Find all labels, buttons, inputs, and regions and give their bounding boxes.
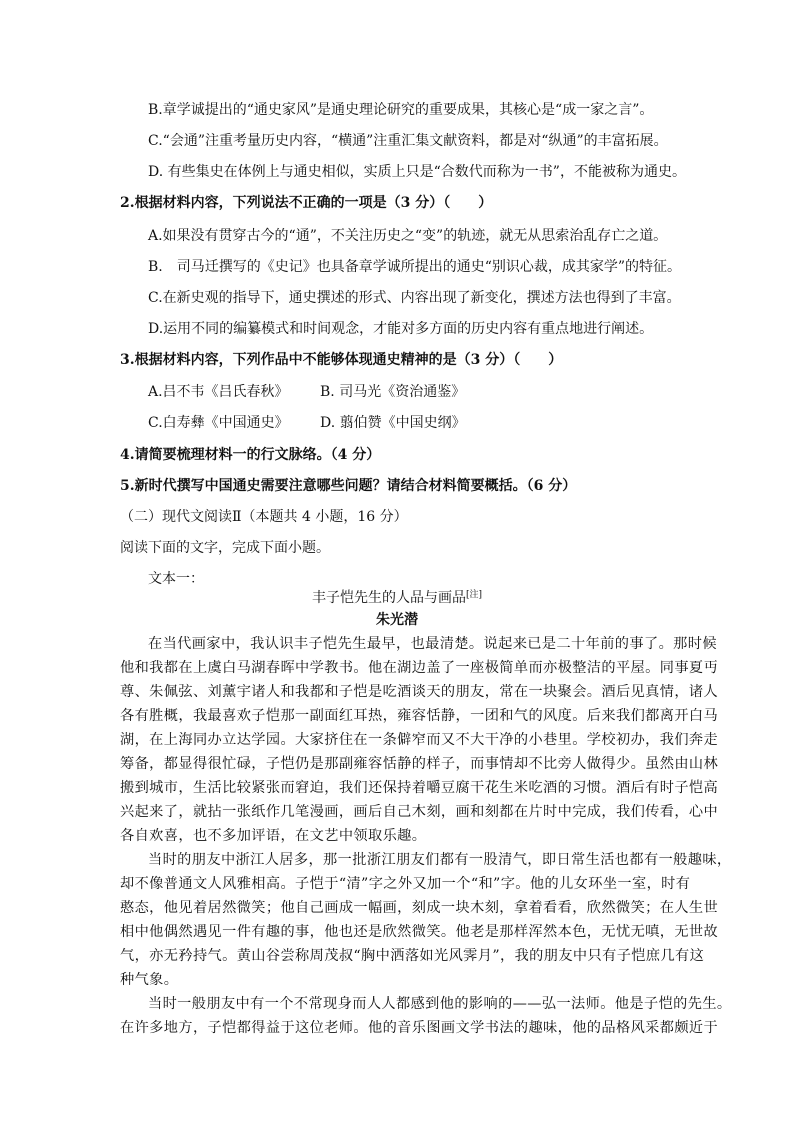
q3-option-d: D. 翦伯赞《中国史纲》 [320, 415, 466, 431]
article-line: 气，亦无矜持气。黄山谷尝称周茂叔“胸中洒落如光风霁月”，我的朋友中只有子恺庶几有这 [120, 948, 705, 964]
q2-option-a: A.如果没有贯穿古今的“通”，不关注历史之“变”的轨迹，就无从思索治乱存亡之道。 [148, 228, 668, 244]
article-line: 憨态，他见着居然微笑；他自己画成一幅画，刻成一块木刻，拿着看看，欣然微笑；在人生世 [120, 900, 719, 916]
article-line: 他和我都在上虞白马湖春晖中学教书。他在湖边盖了一座极简单而亦极整洁的平屋。同事夏丏 [120, 660, 719, 676]
article-line: 筹备，都显得很忙碌，子恺仍是那副雍容恬静的样子，而事情却不比旁人做得少。虽然由山林 [120, 756, 719, 772]
article-author: 朱光潜 [376, 612, 418, 628]
q1-option-c: C.“会通”注重考量历史内容，“横通”注重汇集文献资料，都是对“纵通”的丰富拓展。 [148, 133, 668, 149]
q4-stem: 4.请简要梳理材料一的行文脉络。（4 分） [120, 447, 381, 463]
q2-option-c: C.在新史观的指导下，通史撰述的形式、内容出现了新变化，撰述方法也得到了丰富。 [148, 290, 681, 306]
q1-option-d: D. 有些集史在体例上与通史相似，实质上只是“合数代而称为一书”，不能被称为通史。 [148, 164, 686, 180]
title-note-marker: [注] [465, 590, 483, 600]
section-heading: （二）现代文阅读Ⅱ（本题共 4 小题，16 分） [120, 509, 408, 525]
q2-option-d: D.运用不同的编纂模式和时间观念，才能对多方面的历史内容有重点地进行阐述。 [148, 321, 654, 337]
article-line: 湖，在上海同办立达学园。大家挤住在一条僻窄而又不大干净的小巷里。学校初办，我们奔走 [120, 732, 719, 748]
instruction: 阅读下面的文字，完成下面小题。 [120, 540, 330, 556]
article-line: 却不像普通文人风雅相高。子恺于“清”字之外又加一个“和”字。他的儿女环坐一室，时有 [120, 876, 691, 892]
text-label: 文本一： [148, 571, 204, 587]
article-line: 尊、朱佩弦、刘薰宇诸人和我都和子恺是吃酒谈天的朋友，常在一块聚会。酒后见真情，诸人 [120, 684, 719, 700]
q3-stem: 3.根据材料内容，下列作品中不能够体现通史精神的是（3 分）（ ） [120, 352, 563, 368]
article-line: 兴起来了，就拈一张纸作几笔漫画，画后自己木刻，画和刻都在片时中完成，我们传看，心中 [120, 804, 719, 820]
article-title [0, 588, 794, 608]
article-line: 当时的朋友中浙江人居多，那一批浙江朋友们都有一股清气，即日常生活也都有一般趣味， [148, 852, 732, 868]
q5-stem: 5.新时代撰写中国通史需要注意哪些问题？请结合材料简要概括。（6 分） [120, 478, 577, 494]
article-line: 搬到城市，生活比较紧张而窘迫，我们还保持着嚼豆腐干花生米吃酒的习惯。酒后有时子恺高 [120, 780, 719, 796]
q2-stem: 2.根据材料内容，下列说法不正确的一项是（3 分）（ ） [120, 195, 493, 211]
q3-option-c: C.白寿彝《中国通史》 [148, 415, 289, 431]
q1-option-b: B.章学诚提出的“通史家风”是通史理论研究的重要成果，其核心是“成一家之言”。 [148, 102, 654, 118]
article-line: 相中他偶然遇见一件有趣的事，他也还是欣然微笑。他老是那样浑然本色，无忧无嗔，无世故 [120, 924, 719, 940]
article-line: 种气象。 [120, 972, 179, 988]
article-title-text: 丰子恺先生的人品与画品 [311, 590, 466, 606]
article-line: 在当代画家中，我认识丰子恺先生最早，也最清楚。说起来已是二十年前的事了。那时候 [148, 636, 717, 652]
article-line: 当时一般朋友中有一个不常现身而人人都感到他的影响的——弘一法师。他是子恺的先生。 [148, 996, 732, 1012]
article-line: 各有胜概，我最喜欢子恺那一副面红耳热，雍容恬静，一团和气的风度。后来我们都离开白马 [120, 708, 719, 724]
article-line: 在许多地方，子恺都得益于这位老师。他的音乐图画文学书法的趣味，他的品格风采都颇近于 [120, 1020, 719, 1036]
q2-option-b: B. 司马迁撰写的《史记》也具备章学诚所提出的通史“别识心裁，成其家学”的特征。 [148, 259, 682, 275]
q3-option-a: A.吕不韦《吕氏春秋》 [148, 384, 289, 400]
article-line: 各自欢喜，也不多加评语，在文艺中领取乐趣。 [120, 828, 427, 844]
q3-option-b: B. 司马光《资治通鉴》 [320, 384, 466, 400]
